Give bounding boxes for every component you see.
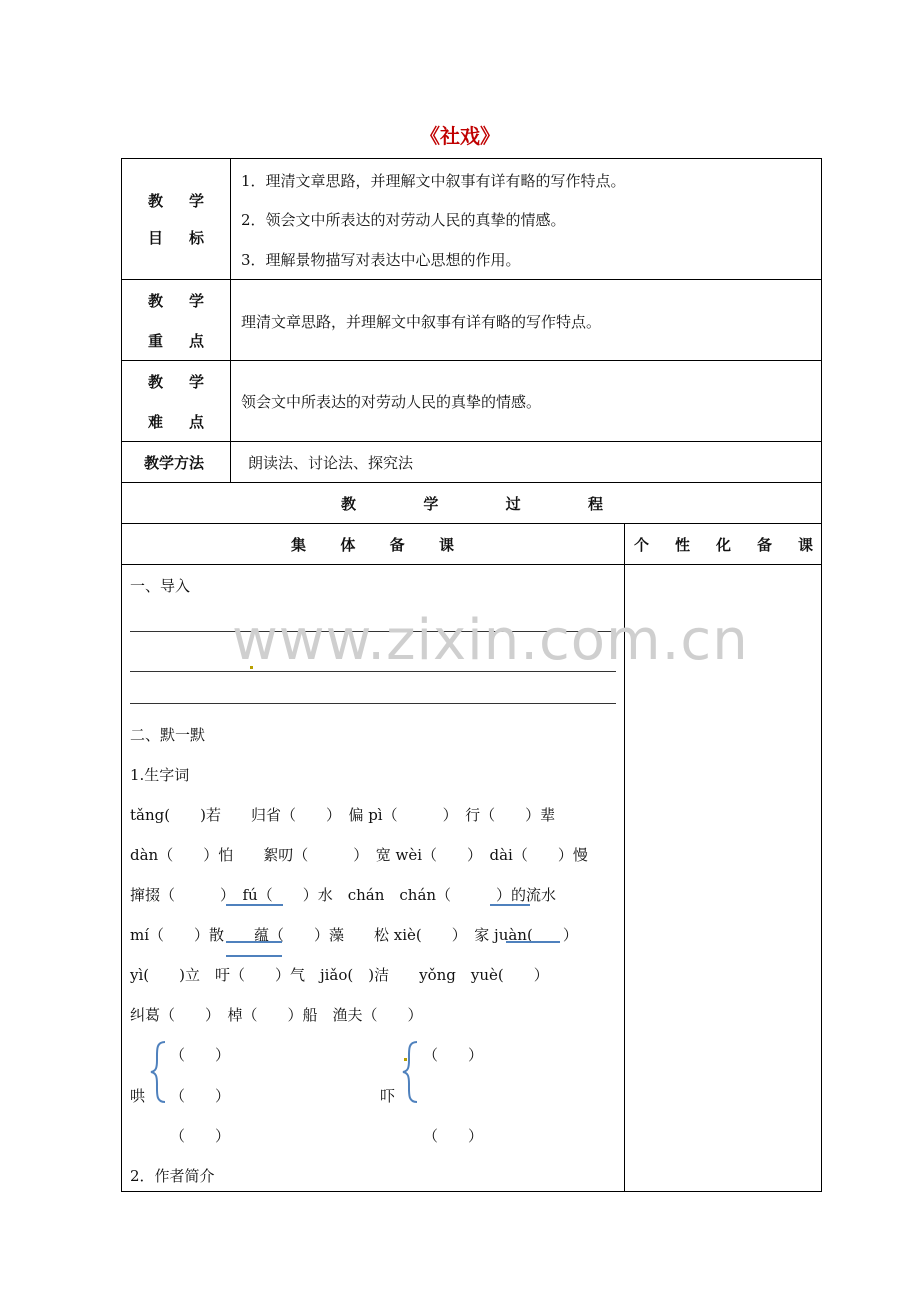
polyphone-char: 吓 — [380, 1087, 396, 1105]
polyphone-blank: （ ） — [170, 1127, 231, 1145]
collective-header: 集 体 备 课 — [291, 536, 454, 554]
vocab-row: tǎng( )若 归省（ ） 偏 pì（ ） 行（ ）辈 — [130, 806, 556, 824]
vocab-row: yì( )立 吁（ ）气 jiǎo( )洁 yǒng yuè( ） — [130, 966, 549, 984]
row-divider — [121, 360, 822, 361]
answer-line — [130, 703, 616, 704]
goal-item: 3．理解景物描写对表达中心思想的作用。 — [241, 251, 521, 269]
process-header: 教 学 过 程 — [341, 495, 603, 513]
method-label: 教学方法 — [144, 454, 205, 472]
mark-dot — [404, 1058, 407, 1061]
highlight-underline — [490, 904, 530, 906]
difficulties-label: 教 学 — [148, 373, 204, 391]
key-points-text: 理清文章思路，并理解文中叙事有详有略的写作特点。 — [241, 313, 602, 331]
polyphone-blank: （ ） — [170, 1046, 231, 1064]
row-divider — [121, 482, 822, 483]
polyphone-blank: （ ） — [423, 1127, 484, 1145]
highlight-underline — [506, 941, 560, 943]
method-text: 朗读法、讨论法、探究法 — [248, 454, 414, 472]
polyphone-char: 哄 — [130, 1087, 146, 1105]
row-divider — [121, 441, 822, 442]
highlight-underline — [226, 955, 282, 957]
section-intro: 一、导入 — [130, 577, 191, 595]
goal-item: 1．理清文章思路，并理解文中叙事有详有略的写作特点。 — [241, 172, 626, 190]
brace-icon — [400, 1040, 420, 1104]
vocab-row: dàn（ ）怕 絮叨（ ） 宽 wèi（ ） dài（ ）慢 — [130, 846, 588, 864]
page-title: 《社戏》 — [420, 124, 500, 148]
highlight-underline — [226, 941, 282, 943]
key-points-label: 重 点 — [148, 332, 204, 350]
highlight-underline — [226, 904, 283, 906]
row-divider — [121, 523, 822, 524]
brace-icon — [148, 1040, 168, 1104]
vocab-row: 撺掇（ ） fú（ ）水 chán chán（ ）的流水 — [130, 886, 557, 904]
row-divider — [121, 564, 822, 565]
goals-label: 目 标 — [148, 229, 204, 247]
difficulties-label: 难 点 — [148, 413, 204, 431]
row-divider — [121, 279, 822, 280]
personal-header: 个 性 化 备 课 — [634, 536, 813, 554]
section-dictation: 二、默一默 — [130, 726, 206, 744]
polyphone-blank: （ ） — [170, 1087, 231, 1105]
goal-item: 2．领会文中所表达的对劳动人民的真挚的情感。 — [241, 211, 566, 229]
vocab-row: 纠葛（ ） 棹（ ）船 渔夫（ ） — [130, 1006, 423, 1024]
goals-label: 教 学 — [148, 192, 204, 210]
difficulties-text: 领会文中所表达的对劳动人民的真挚的情感。 — [241, 393, 542, 411]
vocab-row: mí（ ）散 蕴（ ）藻 松 xiè( ） 家 juàn( ） — [130, 926, 578, 944]
vocab-title: 1.生字词 — [130, 766, 190, 784]
polyphone-blank: （ ） — [423, 1046, 484, 1064]
watermark: www.zixin.com.cn — [232, 608, 749, 673]
key-points-label: 教 学 — [148, 292, 204, 310]
section-author: 2．作者简介 — [130, 1167, 215, 1185]
col-divider — [230, 158, 231, 482]
